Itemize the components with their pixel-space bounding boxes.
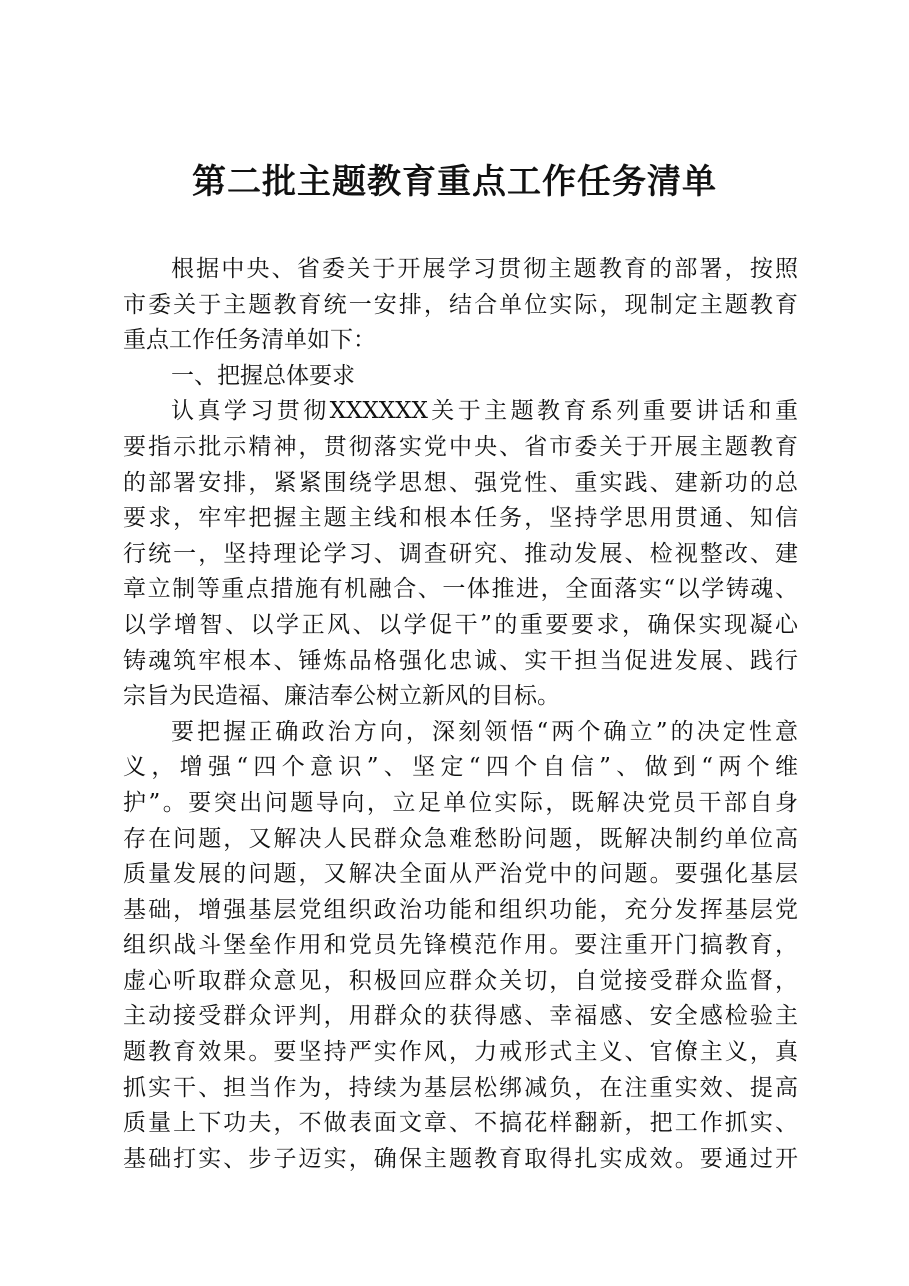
body-text-line: 要把握正确政治方向，深刻领悟“两个确立”的决定性意	[171, 718, 798, 745]
body-text-line: 基础，增强基层党组织政治功能和组织功能，充分发挥基层党	[123, 896, 798, 923]
document-body	[123, 252, 798, 1177]
body-text-line: 质量上下功夫，不做表面文章、不搞花样翻新，把工作抓实、	[123, 1110, 798, 1137]
body-text-line: 根据中央、省委关于开展学习贯彻主题教育的部署，按照	[171, 256, 798, 282]
body-text-line: 组织战斗堡垒作用和党员先锋模范作用。要注重开门搞教育，	[123, 932, 798, 959]
body-text-line: 要指示批示精神，贯彻落实党中央、省市委关于开展主题教育	[123, 433, 798, 460]
body-text-line: 认真学习贯彻XXXXXX关于主题教育系列重要讲话和重	[171, 398, 798, 425]
body-text-line: 以学增智、以学正风、以学促干”的重要要求，确保实现凝心	[123, 611, 798, 638]
body-text-line: 章立制等重点措施有机融合、一体推进，全面落实“以学铸魂、	[123, 576, 798, 603]
body-text-line: 铸魂筑牢根本、锤炼品格强化忠诚、实干担当促进发展、践行	[123, 647, 798, 674]
body-text-line: 质量发展的问题，又解决全面从严治党中的问题。要强化基层	[123, 861, 798, 888]
body-text-line: 存在问题，又解决人民群众急难愁盼问题，既解决制约单位高	[123, 825, 798, 852]
body-text-line: 抓实干、担当作为，持续为基层松绑减负，在注重实效、提高	[123, 1074, 798, 1101]
body-text-line: 基础打实、步子迈实，确保主题教育取得扎实成效。要通过开	[123, 1145, 798, 1172]
body-text-line: 主动接受群众评判，用群众的获得感、幸福感、安全感检验主	[123, 1003, 798, 1030]
body-text-line: 虚心听取群众意见，积极回应群众关切，自觉接受群众监督，	[123, 967, 798, 994]
body-text-line: 宗旨为民造福、廉洁奉公树立新风的目标。	[123, 683, 560, 710]
body-text-line: 重点工作任务清单如下：	[123, 327, 376, 354]
body-text-line: 护”。要突出问题导向，立足单位实际，既解决党员干部自身	[123, 789, 798, 816]
body-text-line: 义，增强“四个意识”、坚定“四个自信”、做到“两个维	[123, 754, 798, 781]
body-text-line: 的部署安排，紧紧围绕学思想、强党性、重实践、建新功的总	[123, 469, 798, 496]
body-text-line: 一、把握总体要求	[171, 362, 355, 389]
document-title: 第二批主题教育重点工作任务清单	[192, 162, 717, 202]
body-text-line: 题教育效果。要坚持严实作风，力戒形式主义、官僚主义，真	[123, 1039, 798, 1066]
body-text-line: 市委关于主题教育统一安排，结合单位实际，现制定主题教育	[123, 291, 798, 318]
body-text-line: 要求，牢牢把握主题主线和根本任务，坚持学思用贯通、知信	[123, 505, 798, 532]
body-text-line: 行统一，坚持理论学习、调查研究、推动发展、检视整改、建	[123, 540, 798, 567]
